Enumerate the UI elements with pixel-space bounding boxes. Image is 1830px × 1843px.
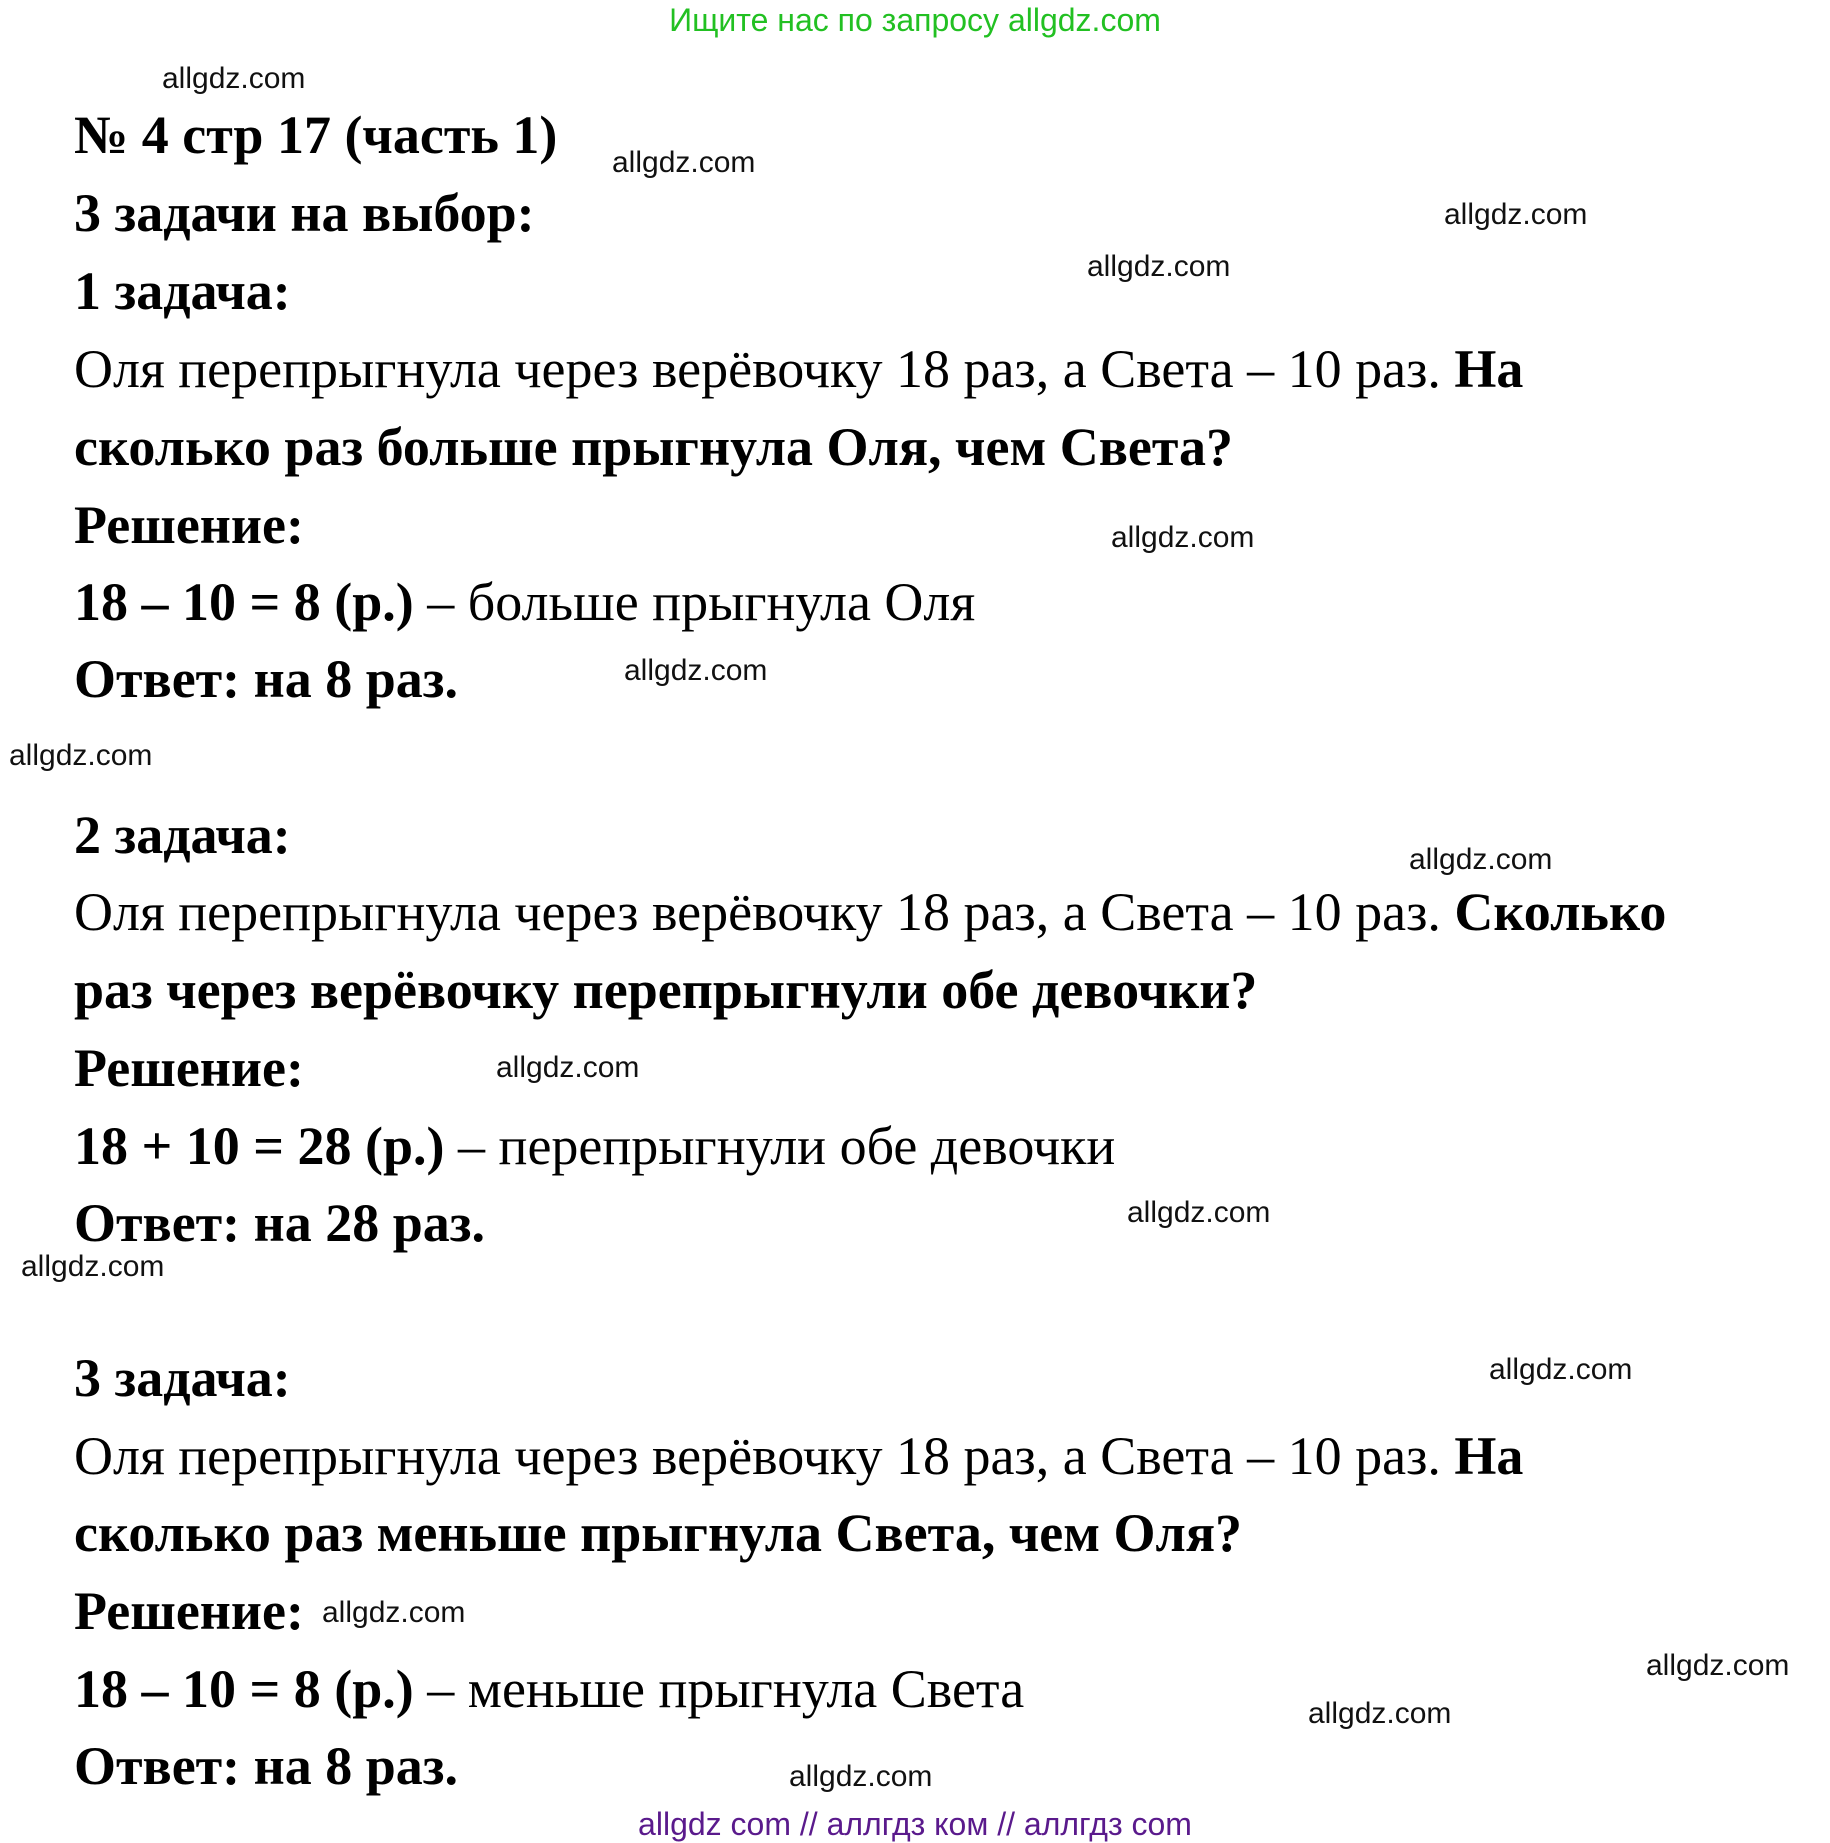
watermark: allgdz.com (789, 1760, 933, 1793)
task-1-condition (74, 339, 1524, 399)
watermark: allgdz.com (1409, 843, 1553, 876)
task-2-equation (74, 1116, 1116, 1176)
question-start: На (1454, 1426, 1524, 1486)
task-2-heading: 2 задача: (74, 805, 291, 865)
task-3-question: сколько раз меньше прыгнула Света, чем Оля? (74, 1503, 1243, 1563)
condition-text: Оля перепрыгнула через верёвочку 18 раз, а Света – 10 раз. (74, 882, 1441, 942)
equation: 18 + 10 = 28 (р.) (74, 1116, 445, 1176)
task-2-question: раз через верёвочку перепрыгнули обе девочки? (74, 960, 1258, 1020)
task-1-question: сколько раз больше прыгнула Оля, чем Света? (74, 417, 1234, 477)
condition-text: Оля перепрыгнула через верёвочку 18 раз, а Света – 10 раз. (74, 339, 1441, 399)
watermark: allgdz.com (1489, 1353, 1633, 1386)
watermark: allgdz.com (322, 1596, 466, 1629)
equation-note: – больше прыгнула Оля (427, 572, 976, 632)
task-2-answer: Ответ: на 28 раз. (74, 1193, 486, 1253)
equation: 18 – 10 = 8 (р.) (74, 572, 414, 632)
condition-text: Оля перепрыгнула через верёвочку 18 раз, а Света – 10 раз. (74, 1426, 1441, 1486)
question-start: Сколько (1454, 882, 1667, 942)
equation-note: – меньше прыгнула Света (427, 1659, 1025, 1719)
task-1-solution-label: Решение: (74, 495, 304, 555)
task-3-answer: Ответ: на 8 раз. (74, 1736, 459, 1796)
watermark: allgdz.com (9, 739, 153, 772)
watermark: allgdz.com (1444, 198, 1588, 231)
question-start: На (1454, 339, 1524, 399)
top-banner-link[interactable]: Ищите нас по запросу allgdz.com (669, 2, 1161, 38)
page-title: № 4 стр 17 (часть 1) (74, 105, 558, 165)
watermark: allgdz.com (1111, 521, 1255, 554)
watermark: allgdz.com (162, 62, 306, 95)
watermark: allgdz.com (1308, 1697, 1452, 1730)
watermark: allgdz.com (624, 654, 768, 687)
watermark: allgdz.com (1646, 1649, 1790, 1682)
task-1-answer: Ответ: на 8 раз. (74, 649, 459, 709)
watermark: allgdz.com (1087, 250, 1231, 283)
task-1-heading: 1 задача: (74, 261, 291, 321)
watermark: allgdz.com (21, 1250, 165, 1283)
task-3-condition (74, 1426, 1524, 1486)
bottom-banner-link[interactable]: allgdz com // аллгдз ком // аллгдз com (638, 1806, 1192, 1842)
subtitle: 3 задачи на выбор: (74, 183, 535, 243)
task-3-equation (74, 1659, 1025, 1719)
watermark: allgdz.com (612, 146, 756, 179)
task-2-condition (74, 882, 1667, 942)
equation-note: – перепрыгнули обе девочки (458, 1116, 1116, 1176)
watermark: allgdz.com (1127, 1196, 1271, 1229)
equation: 18 – 10 = 8 (р.) (74, 1659, 414, 1719)
task-1-equation (74, 572, 976, 632)
task-2-solution-label: Решение: (74, 1038, 304, 1098)
watermark: allgdz.com (496, 1051, 640, 1084)
task-3-heading: 3 задача: (74, 1348, 291, 1408)
task-3-solution-label: Решение: (74, 1581, 304, 1641)
